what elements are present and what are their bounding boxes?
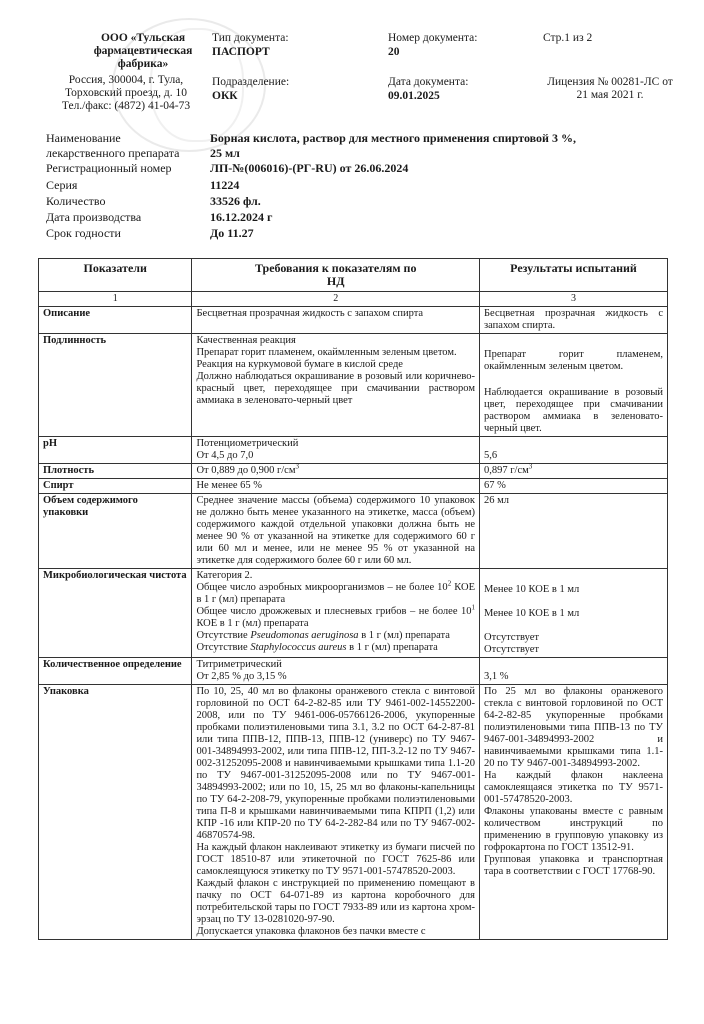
col-number: 1: [39, 292, 192, 307]
qty-value: 33526 фл.: [210, 194, 261, 208]
qty-label: Количество: [46, 194, 106, 208]
res-text: На каждый флакон наклеена самоклеящаяся этикетка по ТУ 9571-001-57478520-2003.: [484, 770, 663, 805]
res-text: Групповая упаковка и транспортная тара в соответствии с ГОСТ 17768-90.: [484, 854, 663, 877]
row-name: Спирт: [39, 479, 192, 494]
row-name: Подлинность: [39, 334, 192, 437]
info-labels: [46, 131, 179, 241]
org-phone: Тел./факс: (4872) 41-04-73: [61, 100, 191, 112]
row-result: [480, 685, 668, 940]
row-requirement: [192, 437, 480, 464]
req-text: [196, 603, 475, 630]
table-row: [39, 479, 668, 494]
req-text: Допускается упаковка флаконов без пачки вместе с: [196, 926, 426, 937]
table-row: [39, 569, 668, 658]
dept-value: ОКК: [212, 90, 238, 102]
req-text: [196, 579, 476, 606]
table-row: [39, 307, 668, 334]
drug-volume: 25 мл: [210, 146, 240, 160]
row-requirement: Среднее значение массы (объема) содержимого 10 упаковок не должно быть менее указанного на этикетке, масса (объем) содержимого каждой отдельной упаковки должна быть не менее 90 % от указанной на этикетке для содержимого 60 г или 60 мл и менее, или не менее 95 % от указанной на этикетке для содержимого более 60 г или 60 мл.: [192, 494, 480, 569]
row-result: 67 %: [480, 479, 668, 494]
doc-date-value: 09.01.2025: [388, 90, 440, 102]
req-text: Качественная реакция: [196, 335, 296, 346]
req-text-part: Отсутствие: [196, 630, 251, 641]
column-number-row: [39, 292, 668, 307]
org-name-line3: фабрика»: [117, 58, 169, 70]
org-name: [78, 32, 208, 71]
col-header-req-line1: Требования к показателям по: [254, 261, 417, 275]
res-text: Препарат горит пламенем, окаймленным зеленым цветом.: [484, 349, 663, 372]
row-name-line1: Объем содержимого: [43, 495, 138, 506]
table-row: [39, 685, 668, 940]
req-text-part: КОЕ в 1 г (мл) препарата: [196, 618, 309, 629]
col-number: 3: [480, 292, 668, 307]
res-text: 0,897 г/см: [484, 465, 529, 476]
row-name: Упаковка: [39, 685, 192, 940]
row-result: 26 мл: [480, 494, 668, 569]
name-label-line1: Наименование: [46, 131, 121, 145]
req-text-part: Отсутствие: [196, 642, 251, 653]
exponent: 1: [471, 603, 475, 612]
col-header-indicators: Показатели: [39, 259, 192, 292]
req-text: Титриметрический: [196, 659, 282, 670]
doc-number-label: Номер документа:: [388, 32, 478, 44]
license-line1: Лицензия № 00281-ЛС от: [547, 76, 673, 88]
row-name: pH: [39, 437, 192, 464]
res-text: 3,1 %: [484, 671, 509, 682]
table-row: [39, 334, 668, 437]
name-label-line2: лекарственного препарата: [46, 146, 180, 160]
row-requirement: [192, 658, 480, 685]
row-name-line2: упаковки: [43, 507, 89, 518]
res-text: Флаконы упакованы вместе с равным количеством инструкций по применению в групповую упаковку из гофрокартона по ГОСТ 13512-91.: [484, 806, 663, 853]
organism-name: Staphylococcus aureus: [250, 642, 347, 653]
col-header-requirements: [192, 259, 480, 292]
req-text: От 4,5 до 7,0: [196, 450, 254, 461]
req-text: На каждый флакон наклеивают этикетку из бумаги писчей по ГОСТ 18510-87 или этикеточной по ГОСТ 7625-86 или самоклеящуюся этикетку по ТУ 9571-001-57478520-2003.: [196, 842, 475, 877]
row-result: [480, 437, 668, 464]
res-text: По 25 мл во флаконы оранжевого стекла с винтовой горловиной по ОСТ 64-2-82-85 укупоренные пробками полиэтиленовыми типа ППВ-13 по ТУ 9467-001-34894993-2002 и навинчиваемыми крышками типа 1.1-20 по ТУ 9467-001-34894993-2002.: [484, 686, 663, 769]
req-text: По 10, 25, 40 мл во флаконы оранжевого стекла с винтовой горловиной по ОСТ 64-2-82-85 или ТУ 9461-002-14552200-2008, или по ТУ 9461-006-05766126-2006, укупоренные пробками полиэтиленовыми типа 3.1, 3.2 по ОСТ 64-2-87-81 или типа ППВ-12, ППВ-13, ППВ-12 (универс) по ТУ 9467-001-34894993-2002, или типа ППВ-12, ПП-3.2-12 по ТУ 9467-002-31252095-2008 и навинчиваемыми крышками типа 1.1-20 по ТУ 9467-001-31252095-2008 или по ТУ 9467-001-34894993-2002; или по 10, 15, 25 мл во флаконы-капельницы по ТУ 64-2-208-79, укупоренные пробками полиэтиленовыми типа П-8 и крышками навинчиваемыми типа КПРП (1,2) или КПР -16 или КПР-20 по ТУ 64-2-282-84 или по ТУ 9467-002-46870574-98.: [196, 686, 475, 841]
org-address-line2: Торховский проезд, д. 10: [64, 87, 188, 99]
expiry-value: До 11.27: [210, 226, 254, 240]
col-header-req-line2: НД: [326, 274, 345, 288]
req-text: [196, 630, 475, 642]
row-requirement: [192, 685, 480, 940]
series-value: 11224: [210, 178, 240, 192]
row-requirement: [192, 464, 480, 479]
res-text: Менее 10 КОЕ в 1 мл: [484, 584, 580, 595]
license: [540, 76, 680, 102]
table-row: [39, 464, 668, 479]
row-name: [39, 494, 192, 569]
row-name: Количественное определение: [39, 658, 192, 685]
row-result: [480, 464, 668, 479]
req-text: Категория 2.: [196, 570, 253, 581]
table-row: [39, 494, 668, 569]
col-number: 2: [192, 292, 480, 307]
page-number: Стр.1 из 2: [543, 32, 593, 44]
doc-type-label: Тип документа:: [212, 32, 289, 44]
row-result: [480, 569, 668, 658]
exponent: 2: [447, 579, 452, 588]
expiry-label: Срок годности: [46, 226, 121, 240]
req-text: Каждый флакон с инструкцией по применению помещают в пачку по ОСТ 64-071-89 из картона коробочного для потребительской тары по ГОСТ 7933-89 или из картона хром-эрзац по ТУ 13-0281020-97-90.: [196, 878, 475, 925]
doc-date-label: Дата документа:: [388, 76, 469, 88]
req-text-part: Общее число дрожжевых и плесневых грибов – не более 10: [196, 606, 472, 617]
req-text: Должно наблюдаться окрашивание в розовый или коричнево-красный цвет, переходящее при смачивании раствором аммиака в зеленовато-черный цвет: [196, 371, 475, 406]
row-result: [480, 334, 668, 437]
dept-label: Подразделение:: [212, 76, 290, 88]
req-text: От 2,85 % до 3,15 %: [196, 671, 287, 682]
results-table: [38, 258, 668, 940]
org-name-line2: фармацевтическая: [93, 45, 193, 57]
license-line2: 21 мая 2021 г.: [576, 89, 644, 101]
req-text: Потенциометрический: [196, 438, 299, 449]
table-row: [39, 658, 668, 685]
doc-type-value: ПАСПОРТ: [212, 46, 270, 58]
req-text: От 0,889 до 0,900 г/см: [196, 465, 296, 476]
row-requirement: [192, 569, 480, 658]
req-text-part: Общее число аэробных микроорганизмов – не более 10: [196, 582, 448, 593]
org-address-line1: Россия, 300004, г. Тула,: [68, 74, 184, 86]
res-text: 5,6: [484, 450, 498, 461]
series-label: Серия: [46, 178, 78, 192]
row-name: Описание: [39, 307, 192, 334]
res-text: Отсутствует: [484, 644, 539, 655]
row-requirement: [192, 334, 480, 437]
req-text: [196, 642, 475, 654]
drug-name: Борная кислота, раствор для местного применения спиртовой 3 %,: [210, 131, 576, 145]
reg-number: ЛП-№(006016)-(РГ-RU) от 26.06.2024: [210, 161, 409, 175]
doc-number-value: 20: [388, 46, 400, 58]
row-result: [480, 658, 668, 685]
res-text: Менее 10 КОЕ в 1 мл: [484, 608, 580, 619]
info-values: [210, 131, 576, 241]
row-name: Микробиологическая чистота: [39, 569, 192, 658]
req-text: Препарат горит пламенем, окаймленным зеленым цветом.: [196, 347, 457, 358]
row-result: Бесцветная прозрачная жидкость с запахом спирта.: [480, 307, 668, 334]
col-header-results: Результаты испытаний: [480, 259, 668, 292]
req-text: Реакция на куркумовой бумаге в кислой среде: [196, 359, 403, 370]
req-text-part: в 1 г (мл) препарата: [358, 630, 450, 641]
org-name-line1: ООО «Тульская: [100, 32, 186, 44]
row-requirement: Не менее 65 %: [192, 479, 480, 494]
table-row: [39, 437, 668, 464]
res-text: Отсутствует: [484, 632, 539, 643]
req-text-part: КОЕ в 1 г (мл) препарата: [196, 582, 476, 605]
table-header-row: [39, 259, 668, 292]
res-text: Наблюдается окрашивание в розовый цвет, переходящее при смачивании раствором аммиака в зеленовато-черный цвет.: [484, 387, 663, 434]
row-requirement: Бесцветная прозрачная жидкость с запахом спирта: [192, 307, 480, 334]
reg-label: Регистрационный номер: [46, 161, 172, 175]
unit-superscript: 3: [295, 462, 299, 471]
org-address: [46, 74, 206, 113]
req-text-part: в 1 г (мл) препарата: [346, 642, 438, 653]
row-name: Плотность: [39, 464, 192, 479]
prod-date-value: 16.12.2024 г: [210, 210, 273, 224]
organism-name: Pseudomonas aeruginosa: [250, 630, 359, 641]
prod-date-label: Дата производства: [46, 210, 142, 224]
unit-superscript: 3: [528, 462, 533, 471]
